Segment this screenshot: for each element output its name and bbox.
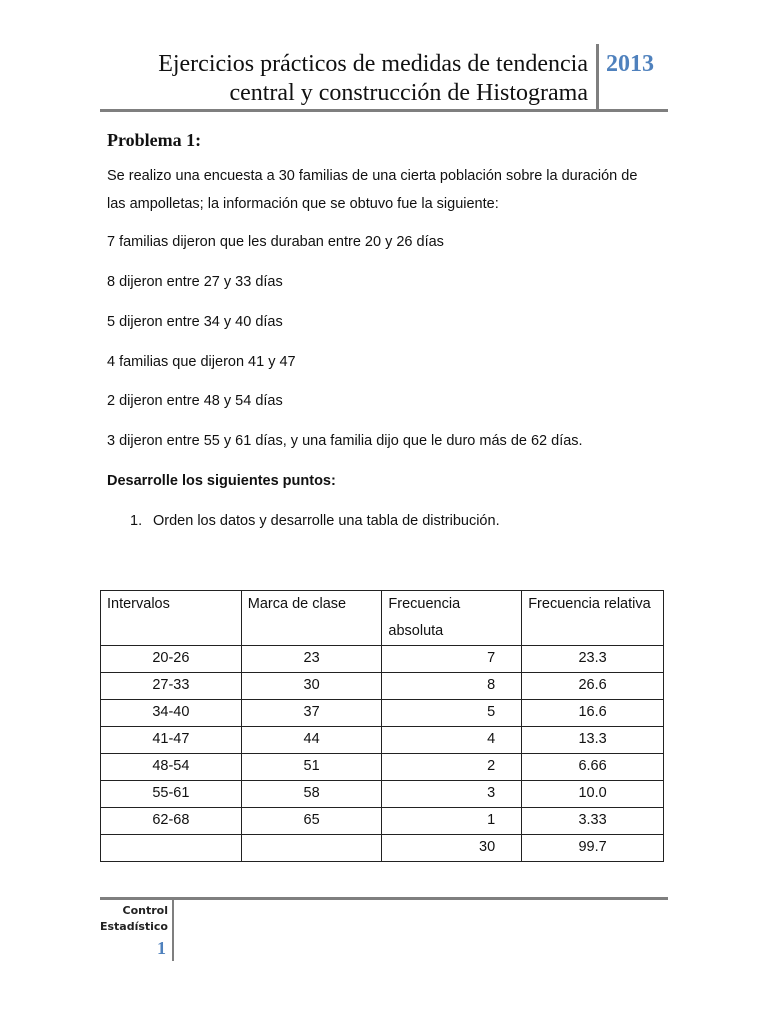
table-row xyxy=(101,808,664,835)
total-interval xyxy=(101,835,242,862)
task-number: 1. xyxy=(130,513,143,529)
cell-interval: 55-61 xyxy=(101,781,242,808)
cell-class-mark: 58 xyxy=(241,781,382,808)
fact-4: 4 familias que dijeron 41 y 47 xyxy=(107,354,296,370)
cell-class-mark: 30 xyxy=(241,673,382,700)
document-title-line-2: central y construcción de Histograma xyxy=(229,80,588,106)
cell-absolute-frequency: 2 xyxy=(382,754,522,781)
intro-line-2: las ampolletas; la información que se obtuvo fue la siguiente: xyxy=(107,196,499,212)
footer-label-line-1: Control xyxy=(122,904,168,917)
cell-relative-frequency: 10.0 xyxy=(522,781,664,808)
header-absolute-frequency-line-1: Frecuencia xyxy=(388,596,461,612)
cell-class-mark: 51 xyxy=(241,754,382,781)
cell-interval: 20-26 xyxy=(101,646,242,673)
table-row xyxy=(101,673,664,700)
table-row xyxy=(101,781,664,808)
footer-rule xyxy=(100,897,668,900)
table-row xyxy=(101,727,664,754)
cell-interval: 48-54 xyxy=(101,754,242,781)
instructions-heading: Desarrolle los siguientes puntos: xyxy=(107,473,336,489)
cell-absolute-frequency: 3 xyxy=(382,781,522,808)
footer-label xyxy=(100,903,168,935)
intro-line-1: Se realizo una encuesta a 30 familias de una cierta población sobre la duración de xyxy=(107,168,638,184)
cell-class-mark: 37 xyxy=(241,700,382,727)
cell-interval: 27-33 xyxy=(101,673,242,700)
cell-relative-frequency: 3.33 xyxy=(522,808,664,835)
distribution-table xyxy=(100,590,664,862)
header-absolute-frequency xyxy=(382,591,522,646)
header-year: 2013 xyxy=(606,51,654,77)
cell-relative-frequency: 26.6 xyxy=(522,673,664,700)
fact-3: 5 dijeron entre 34 y 40 días xyxy=(107,314,283,330)
footer-label-line-2: Estadístico xyxy=(99,920,168,933)
page-header xyxy=(100,44,668,112)
header-divider xyxy=(596,44,599,110)
document-title-line-1: Ejercicios prácticos de medidas de tendencia xyxy=(158,51,588,77)
cell-relative-frequency: 16.6 xyxy=(522,700,664,727)
cell-class-mark: 44 xyxy=(241,727,382,754)
table-row xyxy=(101,700,664,727)
header-relative-frequency: Frecuencia relativa xyxy=(522,591,664,646)
table-total-row xyxy=(101,835,664,862)
footer-divider xyxy=(172,897,174,961)
page-number: 1 xyxy=(157,938,166,958)
total-absolute-frequency: 30 xyxy=(382,835,522,862)
cell-relative-frequency: 13.3 xyxy=(522,727,664,754)
cell-absolute-frequency: 8 xyxy=(382,673,522,700)
header-absolute-frequency-line-2: absoluta xyxy=(388,623,444,639)
total-class-mark xyxy=(241,835,382,862)
fact-1: 7 familias dijeron que les duraban entre 20 y 26 días xyxy=(107,234,444,250)
header-class-mark: Marca de clase xyxy=(241,591,382,646)
cell-class-mark: 65 xyxy=(241,808,382,835)
table-row xyxy=(101,646,664,673)
cell-relative-frequency: 23.3 xyxy=(522,646,664,673)
task-text: Orden los datos y desarrolle una tabla de distribución. xyxy=(153,513,500,529)
cell-absolute-frequency: 7 xyxy=(382,646,522,673)
cell-relative-frequency: 6.66 xyxy=(522,754,664,781)
header-intervals: Intervalos xyxy=(101,591,242,646)
header-rule xyxy=(100,109,668,112)
cell-absolute-frequency: 1 xyxy=(382,808,522,835)
cell-absolute-frequency: 5 xyxy=(382,700,522,727)
document-title xyxy=(158,50,588,108)
cell-interval: 41-47 xyxy=(101,727,242,754)
cell-interval: 34-40 xyxy=(101,700,242,727)
cell-class-mark: 23 xyxy=(241,646,382,673)
problem-title: Problema 1: xyxy=(107,130,202,150)
total-relative-frequency: 99.7 xyxy=(522,835,664,862)
intro-paragraph xyxy=(107,162,672,218)
fact-2: 8 dijeron entre 27 y 33 días xyxy=(107,274,283,290)
table-row xyxy=(101,754,664,781)
cell-interval: 62-68 xyxy=(101,808,242,835)
fact-6: 3 dijeron entre 55 y 61 días, y una familia dijo que le duro más de 62 días. xyxy=(107,433,583,449)
table-header-row xyxy=(101,591,664,646)
cell-absolute-frequency: 4 xyxy=(382,727,522,754)
fact-5: 2 dijeron entre 48 y 54 días xyxy=(107,393,283,409)
